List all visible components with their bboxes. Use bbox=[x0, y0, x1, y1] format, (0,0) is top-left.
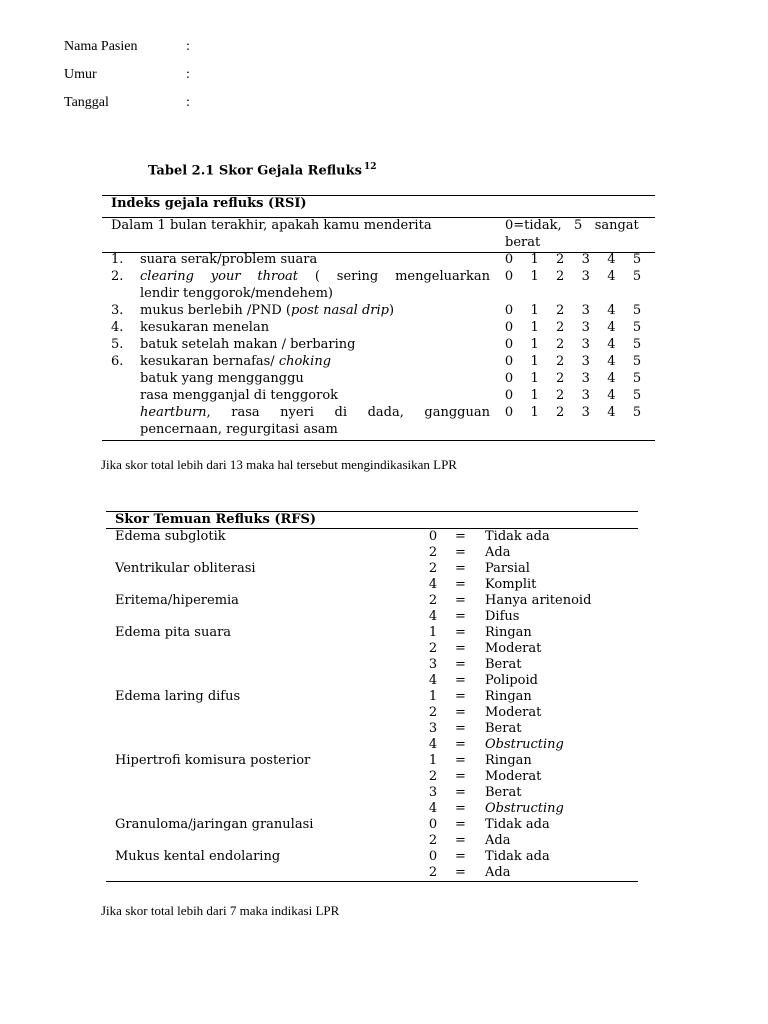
score-2: 2 bbox=[556, 405, 565, 420]
rfs-score: 1 bbox=[428, 689, 438, 704]
rfs-description: Berat bbox=[485, 657, 522, 672]
rfs-description: Moderat bbox=[485, 705, 542, 720]
rfs-equals: = bbox=[455, 689, 466, 704]
rfs-description: Tidak ada bbox=[485, 529, 550, 544]
rsi-item-text-rest: ( sering mengeluarkan bbox=[298, 269, 490, 284]
rfs-bottom-rule bbox=[106, 881, 638, 882]
rfs-equals: = bbox=[455, 577, 466, 592]
rsi-item-text-italic: choking bbox=[278, 354, 332, 369]
score-4: 4 bbox=[607, 252, 616, 267]
rfs-equals: = bbox=[455, 705, 466, 720]
rfs-description: Ada bbox=[485, 865, 511, 880]
score-1: 1 bbox=[530, 252, 539, 267]
colon: : bbox=[186, 39, 190, 54]
score-5: 5 bbox=[632, 252, 642, 267]
score-1: 1 bbox=[530, 371, 539, 386]
rsi-item-text-rest: , rasa nyeri di dada, gangguan bbox=[206, 405, 490, 420]
rfs-score: 4 bbox=[428, 673, 438, 688]
score-4: 4 bbox=[607, 320, 616, 335]
rfs-score: 0 bbox=[428, 817, 438, 832]
rsi-item-num: 3. bbox=[111, 303, 124, 318]
score-2: 2 bbox=[556, 269, 565, 284]
rfs-equals: = bbox=[455, 673, 466, 688]
rsi-question: Dalam 1 bulan terakhir, apakah kamu menderita bbox=[111, 218, 432, 233]
rfs-equals: = bbox=[455, 785, 466, 800]
score-2: 2 bbox=[556, 354, 565, 369]
score-3: 3 bbox=[581, 371, 590, 386]
rfs-score: 4 bbox=[428, 801, 438, 816]
rfs-finding-label: Edema laring difus bbox=[115, 689, 241, 704]
score-3: 3 bbox=[581, 388, 590, 403]
rsi-item-text: batuk yang mengganggu bbox=[140, 371, 304, 386]
rfs-equals: = bbox=[455, 593, 466, 608]
rsi-scores bbox=[503, 405, 643, 420]
rfs-description: Tidak ada bbox=[485, 817, 550, 832]
rfs-equals: = bbox=[455, 801, 466, 816]
score-2: 2 bbox=[556, 320, 565, 335]
rfs-finding-label: Mukus kental endolaring bbox=[115, 849, 281, 864]
score-5: 5 bbox=[632, 303, 642, 318]
rfs-description: Polipoid bbox=[485, 673, 538, 688]
rfs-score: 4 bbox=[428, 609, 438, 624]
rsi-item-text: kesukaran menelan bbox=[140, 320, 270, 335]
score-1: 1 bbox=[530, 354, 539, 369]
score-0: 0 bbox=[504, 269, 514, 284]
rfs-description: Ringan bbox=[485, 753, 532, 768]
rfs-equals: = bbox=[455, 753, 466, 768]
rfs-equals: = bbox=[455, 545, 466, 560]
rfs-score: 2 bbox=[428, 593, 438, 608]
score-0: 0 bbox=[504, 337, 514, 352]
rsi-item-num: 1. bbox=[111, 252, 124, 267]
score-2: 2 bbox=[556, 371, 565, 386]
score-0: 0 bbox=[504, 388, 514, 403]
rsi-item-num: 5. bbox=[111, 337, 124, 352]
score-0: 0 bbox=[504, 252, 514, 267]
score-5: 5 bbox=[632, 320, 642, 335]
rsi-title: Indeks gejala refluks (RSI) bbox=[111, 196, 307, 211]
rfs-finding-label: Ventrikular obliterasi bbox=[115, 561, 256, 576]
score-2: 2 bbox=[556, 337, 565, 352]
rfs-description: Obstructing bbox=[485, 737, 564, 752]
rfs-equals: = bbox=[455, 769, 466, 784]
rfs-score: 1 bbox=[428, 753, 438, 768]
score-4: 4 bbox=[607, 354, 616, 369]
score-3: 3 bbox=[581, 252, 590, 267]
patient-name-label: Nama Pasien bbox=[64, 39, 138, 54]
rfs-equals: = bbox=[455, 561, 466, 576]
rfs-description: Ringan bbox=[485, 689, 532, 704]
rfs-score: 2 bbox=[428, 545, 438, 560]
rsi-item-text bbox=[140, 269, 490, 284]
rsi-item-text bbox=[140, 405, 490, 420]
score-3: 3 bbox=[581, 354, 590, 369]
rfs-finding-label: Hipertrofi komisura posterior bbox=[115, 753, 311, 768]
rfs-description: Difus bbox=[485, 609, 520, 624]
score-3: 3 bbox=[581, 320, 590, 335]
score-2: 2 bbox=[556, 252, 565, 267]
rfs-description: Berat bbox=[485, 785, 522, 800]
score-3: 3 bbox=[581, 405, 590, 420]
rfs-equals: = bbox=[455, 721, 466, 736]
rfs-description: Tidak ada bbox=[485, 849, 550, 864]
table-caption-ref: 12 bbox=[363, 162, 377, 172]
rfs-description: Berat bbox=[485, 721, 522, 736]
table-caption-text: Tabel 2.1 Skor Gejala Refluks bbox=[148, 163, 362, 179]
rfs-description: Moderat bbox=[485, 641, 542, 656]
score-4: 4 bbox=[607, 388, 616, 403]
score-0: 0 bbox=[504, 371, 514, 386]
rfs-finding-label: Edema pita suara bbox=[115, 625, 232, 640]
score-4: 4 bbox=[607, 337, 616, 352]
rfs-description: Hanya aritenoid bbox=[485, 593, 592, 608]
rfs-equals: = bbox=[455, 657, 466, 672]
rfs-description: Ringan bbox=[485, 625, 532, 640]
rsi-scores bbox=[503, 371, 643, 386]
score-3: 3 bbox=[581, 269, 590, 284]
rsi-item-text2: pencernaan, regurgitasi asam bbox=[140, 422, 338, 437]
rfs-score: 0 bbox=[428, 849, 438, 864]
rfs-finding-label: Granuloma/jaringan granulasi bbox=[115, 817, 314, 832]
rfs-score: 3 bbox=[428, 721, 438, 736]
score-4: 4 bbox=[607, 269, 616, 284]
score-1: 1 bbox=[530, 269, 539, 284]
score-2: 2 bbox=[556, 388, 565, 403]
rsi-bottom-rule bbox=[102, 440, 655, 441]
rsi-item-text-end: ) bbox=[388, 303, 395, 318]
score-5: 5 bbox=[632, 388, 642, 403]
score-1: 1 bbox=[530, 303, 539, 318]
score-0: 0 bbox=[504, 405, 514, 420]
score-2: 2 bbox=[556, 303, 565, 318]
age-label: Umur bbox=[64, 67, 97, 82]
rsi-item-text-italic: heartburn bbox=[140, 405, 207, 420]
rfs-description: Parsial bbox=[485, 561, 530, 576]
rfs-equals: = bbox=[455, 529, 466, 544]
rsi-scores bbox=[503, 337, 643, 352]
rfs-finding-label: Edema subglotik bbox=[115, 529, 226, 544]
rfs-note: Jika skor total lebih dari 7 maka indikasi LPR bbox=[101, 903, 340, 918]
rfs-equals: = bbox=[455, 849, 466, 864]
score-5: 5 bbox=[632, 405, 642, 420]
score-4: 4 bbox=[607, 371, 616, 386]
rfs-description: Obstructing bbox=[485, 801, 564, 816]
score-1: 1 bbox=[530, 388, 539, 403]
rsi-item-num: 4. bbox=[111, 320, 124, 335]
table-caption bbox=[148, 162, 377, 178]
score-1: 1 bbox=[530, 405, 539, 420]
score-1: 1 bbox=[530, 337, 539, 352]
rfs-equals: = bbox=[455, 865, 466, 880]
rsi-item-text-main: mukus berlebih /PND ( bbox=[140, 303, 291, 318]
rfs-score: 0 bbox=[428, 529, 438, 544]
rsi-item-text: suara serak/problem suara bbox=[140, 252, 318, 267]
rfs-description: Moderat bbox=[485, 769, 542, 784]
score-5: 5 bbox=[632, 371, 642, 386]
score-5: 5 bbox=[632, 337, 642, 352]
rsi-item-num: 2. bbox=[111, 269, 124, 284]
rfs-score: 2 bbox=[428, 641, 438, 656]
score-5: 5 bbox=[632, 269, 642, 284]
rfs-equals: = bbox=[455, 641, 466, 656]
rsi-scores bbox=[503, 320, 643, 335]
rfs-equals: = bbox=[455, 833, 466, 848]
rsi-item-text-italic: post nasal drip bbox=[290, 303, 389, 318]
score-0: 0 bbox=[504, 303, 514, 318]
rfs-equals: = bbox=[455, 817, 466, 832]
rfs-score: 1 bbox=[428, 625, 438, 640]
rfs-description: Ada bbox=[485, 833, 511, 848]
rsi-scores bbox=[503, 303, 643, 318]
rsi-item-text bbox=[140, 354, 490, 369]
rfs-score: 3 bbox=[428, 785, 438, 800]
rfs-score: 3 bbox=[428, 657, 438, 672]
rsi-note: Jika skor total lebih dari 13 maka hal tersebut mengindikasikan LPR bbox=[101, 457, 457, 472]
rsi-scores bbox=[503, 269, 643, 284]
rsi-item-text: rasa mengganjal di tenggorok bbox=[140, 388, 339, 403]
rfs-description: Komplit bbox=[485, 577, 537, 592]
score-4: 4 bbox=[607, 303, 616, 318]
rsi-item-text-italic: clearing your throat bbox=[140, 269, 299, 284]
rfs-description: Ada bbox=[485, 545, 511, 560]
score-3: 3 bbox=[581, 337, 590, 352]
rfs-score: 2 bbox=[428, 705, 438, 720]
rsi-item-num: 6. bbox=[111, 354, 124, 369]
rfs-score: 2 bbox=[428, 833, 438, 848]
rfs-score: 2 bbox=[428, 769, 438, 784]
rfs-equals: = bbox=[455, 625, 466, 640]
score-3: 3 bbox=[581, 303, 590, 318]
rsi-scale-line2: berat bbox=[505, 235, 541, 250]
score-0: 0 bbox=[504, 320, 514, 335]
score-4: 4 bbox=[607, 405, 616, 420]
rfs-score: 2 bbox=[428, 865, 438, 880]
rsi-scores bbox=[503, 388, 643, 403]
rfs-title: Skor Temuan Refluks (RFS) bbox=[115, 512, 317, 527]
rfs-equals: = bbox=[455, 737, 466, 752]
rsi-item-text2: lendir tenggorok/mendehem) bbox=[140, 286, 333, 301]
rsi-scale-line1: 0=tidak, 5 sangat bbox=[505, 218, 639, 233]
colon: : bbox=[186, 67, 190, 82]
rfs-finding-label: Eritema/hiperemia bbox=[115, 593, 239, 608]
rsi-item-text-main: kesukaran bernafas/ bbox=[140, 354, 279, 369]
rsi-scores bbox=[503, 252, 643, 267]
rsi-item-text: batuk setelah makan / berbaring bbox=[140, 337, 356, 352]
colon: : bbox=[186, 95, 190, 110]
rfs-score: 4 bbox=[428, 737, 438, 752]
date-label: Tanggal bbox=[64, 95, 109, 110]
rfs-equals: = bbox=[455, 609, 466, 624]
rfs-score: 2 bbox=[428, 561, 438, 576]
rsi-scores bbox=[503, 354, 643, 369]
score-1: 1 bbox=[530, 320, 539, 335]
rsi-item-text bbox=[140, 303, 490, 318]
score-0: 0 bbox=[504, 354, 514, 369]
rfs-score: 4 bbox=[428, 577, 438, 592]
score-5: 5 bbox=[632, 354, 642, 369]
